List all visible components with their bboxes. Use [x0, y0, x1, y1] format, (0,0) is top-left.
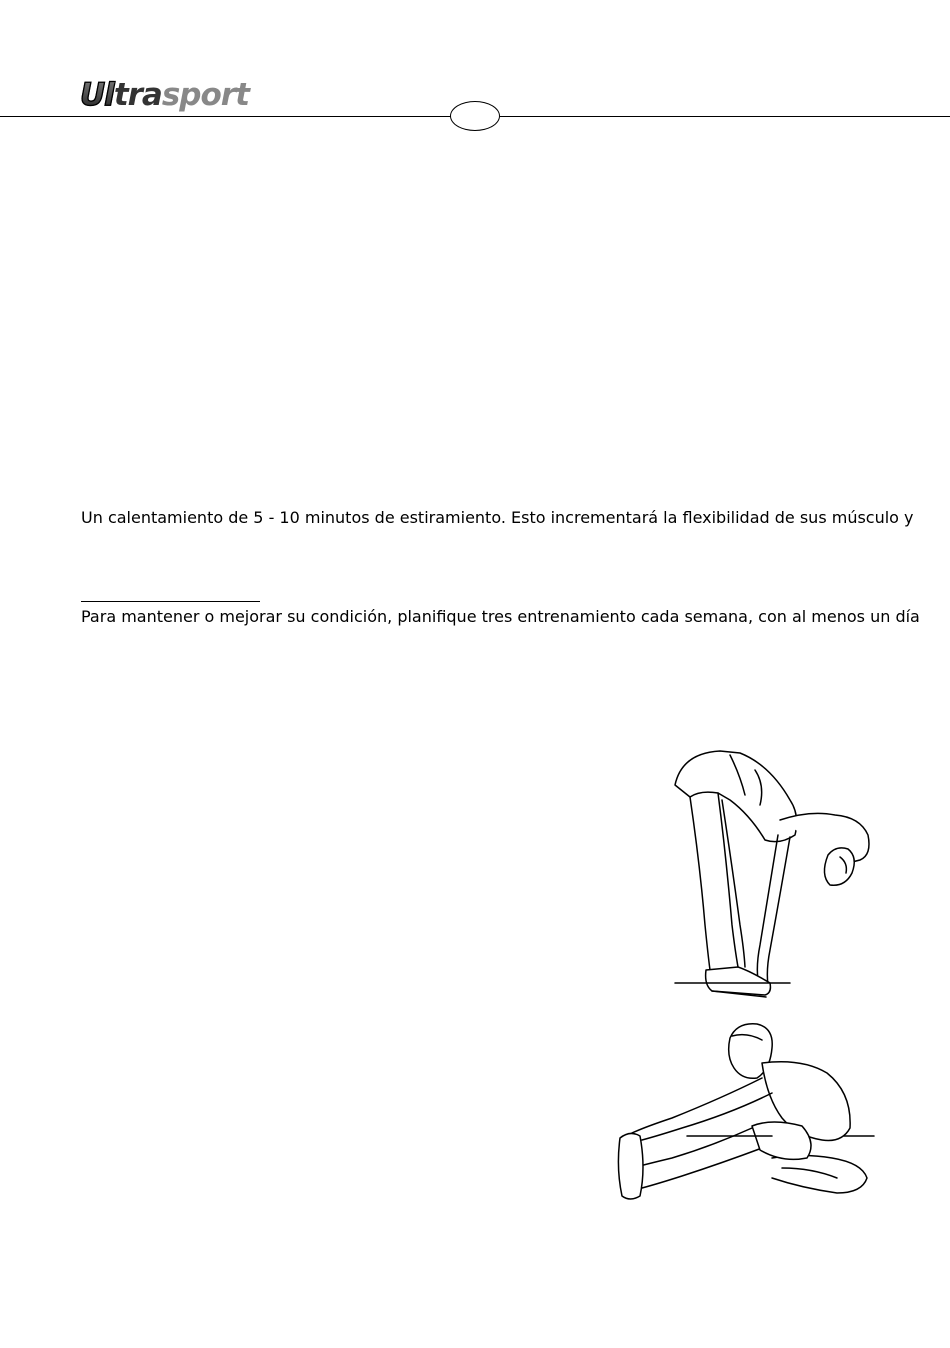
seated-hamstring-stretch-illustration	[612, 1018, 877, 1208]
logo-part-ul: Ul	[80, 77, 114, 113]
header-rule-left	[0, 116, 452, 117]
ultrasport-logo	[80, 77, 249, 113]
standing-toe-touch-stretch-illustration	[660, 745, 880, 1005]
paragraph-training-plan: Para mantener o mejorar su condición, planifique tres entrenamiento cada semana, con al menos un día	[81, 607, 920, 626]
section-divider-rule	[81, 601, 260, 602]
header-rule-right	[500, 116, 950, 117]
logo-part-sport: sport	[161, 77, 249, 113]
page-number-oval	[450, 101, 500, 131]
logo-part-tra: tra	[113, 77, 162, 113]
paragraph-warmup: Un calentamiento de 5 - 10 minutos de estiramiento. Esto incrementará la flexibilidad de sus músculo y	[81, 508, 914, 527]
